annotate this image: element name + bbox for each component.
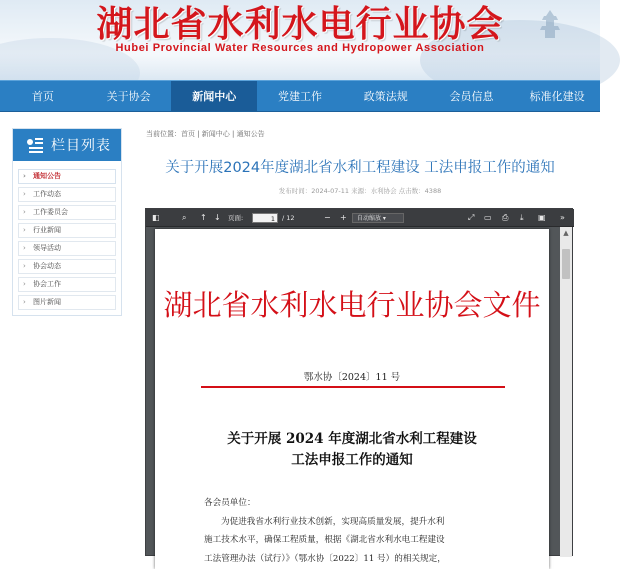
article-title: 关于开展2024年度湖北省水利工程建设 工法申报工作的通知 xyxy=(165,160,555,176)
site-banner xyxy=(0,0,600,80)
sidebar-item-work-updates[interactable] xyxy=(18,187,116,202)
page-label: 页面: xyxy=(228,214,244,222)
sidebar xyxy=(12,128,122,316)
sidebar-item-association-news[interactable] xyxy=(18,259,116,274)
chevron-right-icon: › xyxy=(23,226,26,234)
open-file-icon[interactable]: ▭ xyxy=(484,213,492,222)
download-icon[interactable]: ⤓ xyxy=(520,213,524,222)
chevron-right-icon: › xyxy=(23,244,26,252)
sidebar-item-label: 协会工作 xyxy=(33,280,61,288)
chevron-right-icon: › xyxy=(23,190,26,198)
sidebar-item-leadership[interactable] xyxy=(18,241,116,256)
site-title: 湖北省水利水电行业协会 xyxy=(96,3,504,45)
document-title-line: 关于开展 2024 年度湖北省水利工程建设 xyxy=(227,431,477,447)
banner-decor-water xyxy=(0,54,600,80)
previous-page-icon[interactable]: ↑ xyxy=(200,213,207,222)
nav-members[interactable]: 会员信息 xyxy=(449,90,494,103)
chevron-right-icon: › xyxy=(23,172,26,180)
sidebar-item-label: 通知公告 xyxy=(33,172,61,180)
list-icon xyxy=(27,137,43,153)
presentation-mode-icon[interactable]: ⤢ xyxy=(468,213,475,222)
pdf-toolbar xyxy=(146,209,574,227)
document-body-line: 施工技术水平，确保工程质量，根据《湖北省水利水电工程建设 xyxy=(204,535,445,545)
nav-party[interactable]: 党建工作 xyxy=(278,90,323,103)
article-meta: 发布时间：2024-07-11 来源：水利协会 点击数：4388 xyxy=(278,187,442,195)
red-divider xyxy=(201,386,505,388)
sidebar-item-committees[interactable] xyxy=(18,205,116,220)
print-icon[interactable]: ⎙ xyxy=(502,213,509,222)
sidebar-item-label: 工作动态 xyxy=(33,190,61,198)
page-total: / 12 xyxy=(282,214,295,222)
zoom-select-value: 自动缩放 xyxy=(357,215,382,222)
chevron-right-icon: › xyxy=(23,298,26,306)
document-body-line: 工法管理办法（试行）》（鄂水协〔2022〕11 号）的相关规定， xyxy=(204,553,446,564)
nav-standards[interactable]: 标准化建设 xyxy=(529,90,585,103)
scroll-up-icon[interactable]: ▲ xyxy=(563,229,569,237)
sidebar-item-association-work[interactable] xyxy=(18,277,116,292)
sidebar-title: 栏目列表 xyxy=(51,138,111,154)
scroll-thumb[interactable] xyxy=(562,249,570,279)
sidebar-list xyxy=(13,161,121,310)
nav-news[interactable]: 新闻中心 xyxy=(171,81,257,111)
nav-about[interactable]: 关于协会 xyxy=(106,90,151,103)
document-salutation: 各会员单位： xyxy=(204,498,256,508)
sidebar-item-photo-news[interactable] xyxy=(18,295,116,310)
site-subtitle: Hubei Provincial Water Resources and Hydropower Association xyxy=(115,42,485,54)
zoom-out-icon[interactable]: − xyxy=(324,213,331,222)
bookmark-icon[interactable]: ▣ xyxy=(538,213,546,222)
zoom-in-icon[interactable]: + xyxy=(340,213,347,222)
document-number: 鄂水协〔2024〕11 号 xyxy=(303,372,401,383)
sidebar-toggle-icon[interactable]: ◧ xyxy=(152,213,160,222)
nav-home[interactable]: 首页 xyxy=(31,90,54,103)
page-number-input[interactable]: 1 xyxy=(252,213,278,223)
pdf-scrollbar[interactable] xyxy=(560,227,572,557)
chevron-right-icon: › xyxy=(23,208,26,216)
document-title xyxy=(155,429,549,471)
sidebar-item-label: 工作委员会 xyxy=(33,208,68,216)
chevron-right-icon: › xyxy=(23,262,26,270)
sidebar-header xyxy=(13,129,121,161)
sidebar-item-industry-news[interactable] xyxy=(18,223,116,238)
next-page-icon[interactable]: ↓ xyxy=(214,213,221,222)
nav-policy[interactable]: 政策法规 xyxy=(363,90,408,103)
pdf-page xyxy=(155,229,549,569)
sidebar-item-label: 图片新闻 xyxy=(33,298,61,306)
sidebar-item-label: 行业新闻 xyxy=(33,226,61,234)
main-nav xyxy=(0,80,600,112)
pdf-viewer xyxy=(145,208,573,564)
tools-menu-icon[interactable]: » xyxy=(560,213,565,222)
document-body-line: 为促进我省水利行业技术创新，实现高质量发展，提升水利 xyxy=(221,516,445,527)
search-icon[interactable]: ⌕ xyxy=(182,213,187,222)
sidebar-item-label: 协会动态 xyxy=(33,262,61,270)
chevron-right-icon: › xyxy=(23,280,26,288)
document-header: 湖北省水利水电行业协会文件 xyxy=(163,288,541,322)
breadcrumb: 当前位置：首页 | 新闻中心 | 通知公告 xyxy=(146,130,265,138)
sidebar-item-notices[interactable] xyxy=(18,169,116,184)
zoom-select[interactable]: 自动缩放 ▾ xyxy=(352,213,404,223)
document-title-line: 工法申报工作的通知 xyxy=(291,452,413,468)
sidebar-item-label: 领导活动 xyxy=(33,244,61,252)
document-body xyxy=(204,494,514,568)
